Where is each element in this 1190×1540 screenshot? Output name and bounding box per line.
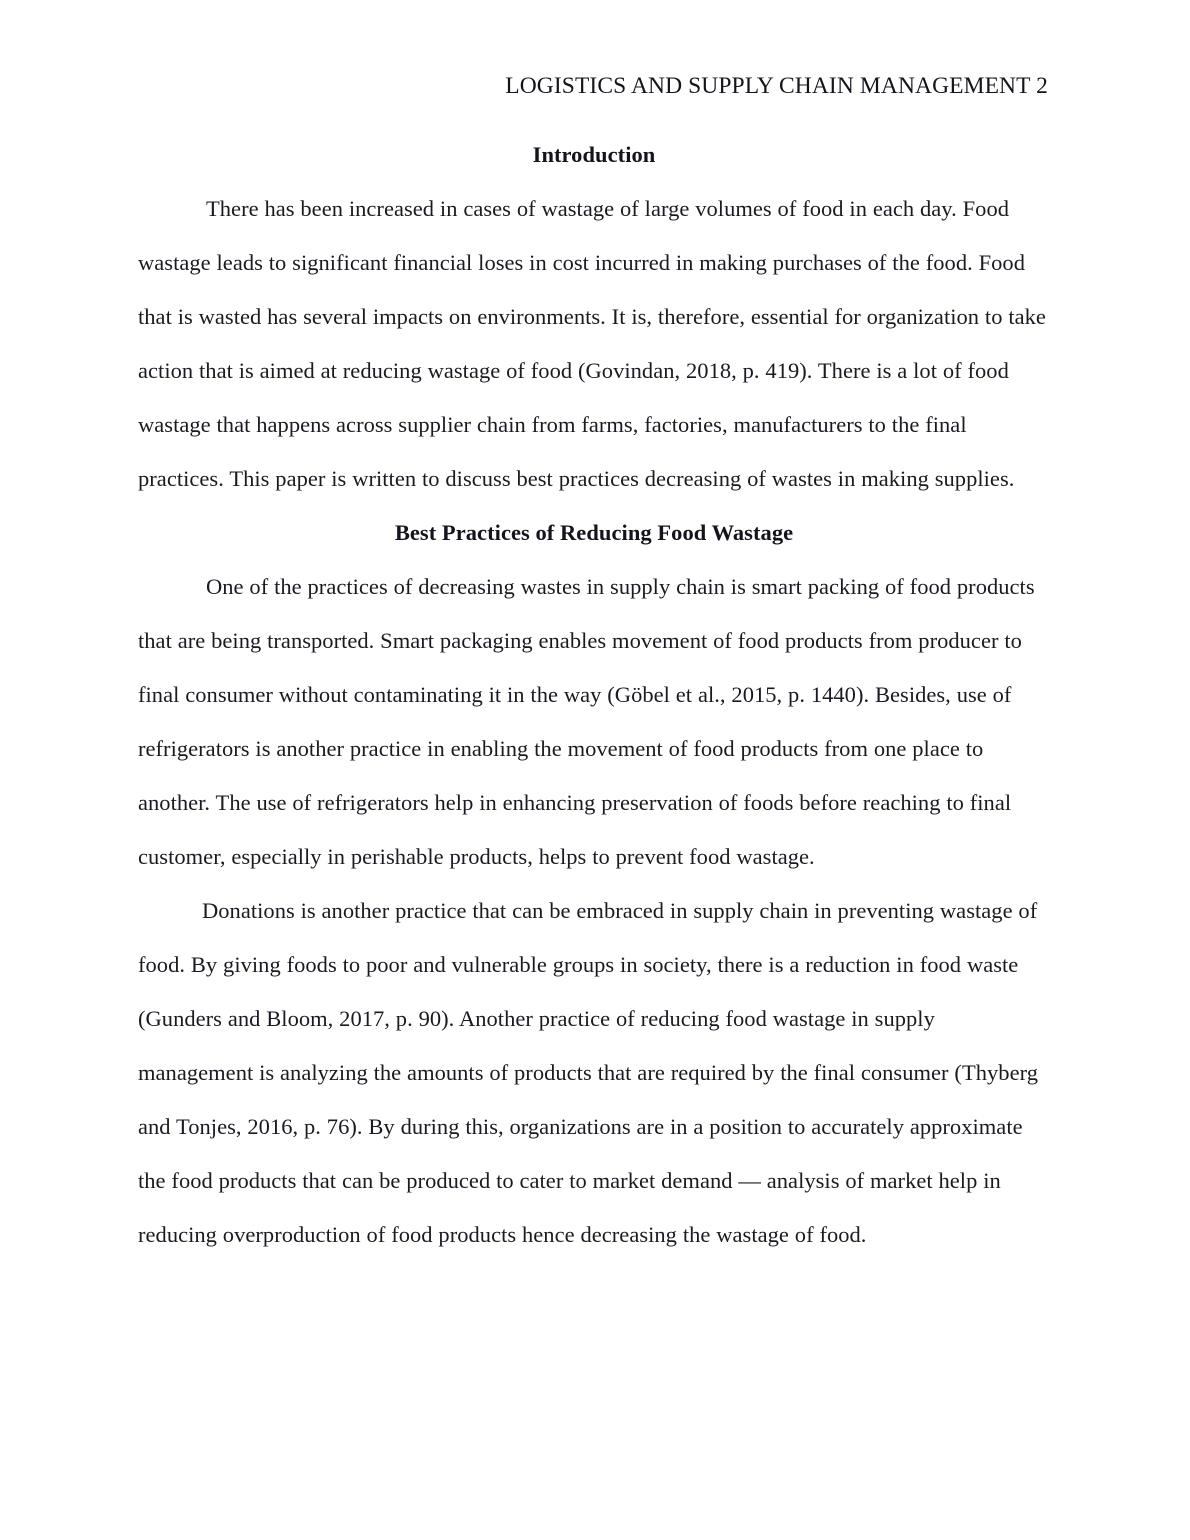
heading-best-practices: Best Practices of Reducing Food Wastage — [394, 520, 794, 545]
heading-introduction: Introduction — [532, 142, 656, 167]
paragraph-introduction-body: There has been increased in cases of wastage of large volumes of food in each day. Food wastage leads to significant financial loses in cost incurred in making purchases of the food. Food that is wasted has several impacts on environments. It is, therefore, essential for organization to take action that is aimed at reducing wastage of food (Govindan, 2018, p. 419). There is a lot of food wastage that happens across supplier chain from farms, factories, manufacturers to the final practices. This paper is written to discuss best practices decreasing of wastes in making supplies. — [138, 196, 1046, 491]
paragraph-donations: Donations is another practice that can be embraced in supply chain in preventing wastage of food. By giving foods to poor and vulnerable groups in society, there is a reduction in food waste (Gunders and Bloom, 2017, p. 90). Another practice of reducing food wastage in supply management is analyzing the amounts of products that are required by the final consumer (Thyberg and Tonjes, 2016, p. 76). By during this, organizations are in a position to accurately approximate the food products that can be produced to cater to market demand — analysis of market help in reducing overproduction of food products hence decreasing the wastage of food. — [138, 898, 1038, 1247]
paragraph-smart-packaging: One of the practices of decreasing wastes in supply chain is smart packing of food products that are being transported. Smart packaging enables movement of food products from producer to final consumer without contaminating it in the way (Göbel et al., 2015, p. 1440). Besides, use of refrigerators is another practice in enabling the movement of food products from one place to another. The use of refrigerators help in enhancing preservation of foods before reaching to final customer, especially in perishable products, helps to prevent food wastage. — [138, 574, 1035, 869]
running-head: LOGISTICS AND SUPPLY CHAIN MANAGEMENT 2 — [505, 73, 1048, 99]
document-body — [138, 128, 1050, 1262]
